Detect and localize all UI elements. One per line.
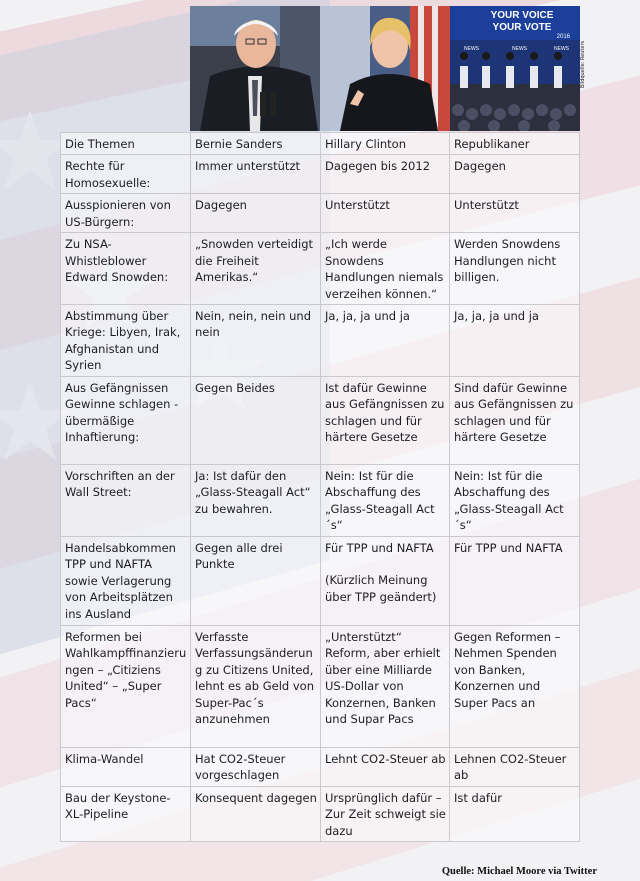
- cell-clinton: [321, 626, 450, 748]
- cell-text: Ja, ja, ja und ja: [325, 309, 410, 324]
- table-row: [61, 537, 580, 626]
- cell-text: Ausspionieren von US-Bürgern:: [65, 198, 171, 229]
- table-row: [61, 465, 580, 537]
- cell-text: Werden Snowdens Handlungen nicht billigen.: [454, 237, 561, 285]
- cell-text: Gegen alle drei Punkte: [195, 541, 283, 572]
- table-row: [61, 194, 580, 233]
- cell-topic: [61, 626, 191, 748]
- debate-banner-line1: YOUR VOICE: [490, 10, 554, 21]
- cell-republicans: [450, 465, 580, 537]
- svg-text:NEWS: NEWS: [464, 46, 479, 52]
- clinton-photo: [320, 6, 450, 131]
- cell-text: (Kürzlich Meinung über TPP geändert): [325, 573, 437, 604]
- cell-sanders: [191, 626, 321, 748]
- cell-sanders: [191, 233, 321, 305]
- cell-sanders: [191, 537, 321, 626]
- sanders-photo: [190, 6, 320, 131]
- table-row: [61, 748, 580, 787]
- cell-republicans: [450, 155, 580, 194]
- cell-text: Zu NSA-Whistleblower Edward Snowden:: [65, 237, 169, 285]
- cell-text: Für TPP und NAFTA: [325, 541, 434, 556]
- photo-credit: Bildquelle: Reuters: [580, 40, 586, 88]
- candidate-photos: [190, 6, 580, 131]
- cell-topic: [61, 537, 191, 626]
- cell-text: Dagegen: [195, 198, 247, 213]
- cell-topic: [61, 155, 191, 194]
- svg-text:NEWS: NEWS: [554, 46, 569, 52]
- cell-clinton: [321, 194, 450, 233]
- cell-text: Für TPP und NAFTA: [454, 541, 563, 556]
- debate-banner-line2: YOUR VOTE: [492, 22, 552, 33]
- cell-sanders: [191, 465, 321, 537]
- cell-text: Handelsabkommen TPP und NAFTA sowie Verlagerung von Arbeitsplätzen ins Ausland: [65, 541, 176, 621]
- svg-text:NEWS: NEWS: [512, 46, 527, 52]
- header-republicans: Republikaner: [450, 133, 580, 155]
- cell-text: Nein, nein, nein und nein: [195, 309, 312, 340]
- cell-text: Sind dafür Gewinne aus Gefängnissen zu schlagen und für härtere Gesetze: [454, 381, 574, 445]
- cell-clinton: [321, 748, 450, 787]
- cell-republicans: [450, 377, 580, 465]
- cell-topic: [61, 233, 191, 305]
- cell-topic: [61, 787, 191, 842]
- cell-text: „Ich werde Snowdens Handlungen niemals verzeihen können.“: [325, 237, 444, 301]
- cell-republicans: [450, 305, 580, 377]
- table-row: [61, 155, 580, 194]
- cell-clinton: [321, 465, 450, 537]
- cell-clinton: [321, 155, 450, 194]
- cell-republicans: [450, 748, 580, 787]
- cell-text: Unterstützt: [454, 198, 519, 213]
- table-row: [61, 233, 580, 305]
- cell-text: Vorschriften an der Wall Street:: [65, 469, 175, 500]
- source-note: Quelle: Michael Moore via Twitter: [441, 866, 597, 877]
- cell-text: Ja, ja, ja und ja: [454, 309, 539, 324]
- cell-text: Lehnt CO2-Steuer ab: [325, 752, 446, 767]
- table-row: [61, 377, 580, 465]
- cell-text: Immer unterstützt: [195, 159, 300, 174]
- cell-clinton: [321, 377, 450, 465]
- header-topic: Die Themen: [61, 133, 191, 155]
- cell-republicans: [450, 626, 580, 748]
- cell-text: Aus Gefängnissen Gewinne schlagen - übermäßige Inhaftierung:: [65, 381, 179, 445]
- header-clinton: Hillary Clinton: [321, 133, 450, 155]
- cell-text: Ist dafür: [454, 791, 502, 806]
- debate-banner-year: 2016: [556, 34, 570, 40]
- cell-text: „Snowden verteidigt die Freiheit Amerikas.“: [195, 237, 313, 285]
- cell-text: Ursprünglich dafür – Zur Zeit schweigt sie dazu: [325, 791, 446, 838]
- header-sanders: Bernie Sanders: [191, 133, 321, 155]
- cell-text: „Unterstützt“ Reform, aber erhielt über eine Milliarde US-Dollar von Konzernen, Banken und Supar Pacs: [325, 630, 441, 727]
- table-header-row: [61, 133, 580, 155]
- cell-topic: [61, 305, 191, 377]
- cell-text: Reformen bei Wahlkampffinanzierungen – „Citiziens United“ – „Super Pacs“: [65, 630, 187, 710]
- cell-clinton: [321, 305, 450, 377]
- cell-text: Nein: Ist für die Abschaffung des „Glass-Steagall Act´s“: [454, 469, 564, 533]
- cell-republicans: [450, 787, 580, 842]
- cell-clinton: [321, 233, 450, 305]
- table-row: [61, 626, 580, 748]
- cell-text: Verfasste Verfassungsänderung zu Citizens United, lehnt es ab Geld von Super-Pac´s anzunehmen: [195, 630, 315, 727]
- cell-text: Hat CO2-Steuer vorgeschlagen: [195, 752, 286, 783]
- cell-text: Dagegen bis 2012: [325, 159, 431, 174]
- cell-sanders: [191, 787, 321, 842]
- cell-topic: [61, 194, 191, 233]
- cell-text: Abstimmung über Kriege: Libyen, Irak, Afghanistan und Syrien: [65, 309, 181, 373]
- cell-text: Dagegen: [454, 159, 506, 174]
- cell-sanders: [191, 748, 321, 787]
- cell-text: Gegen Reformen – Nehmen Spenden von Banken, Konzernen und Super Pacs an: [454, 630, 561, 710]
- cell-text: Konsequent dagegen: [195, 791, 317, 806]
- cell-republicans: [450, 194, 580, 233]
- cell-text: Lehnen CO2-Steuer ab: [454, 752, 567, 783]
- cell-republicans: [450, 233, 580, 305]
- cell-clinton: [321, 537, 450, 626]
- cell-text: Unterstützt: [325, 198, 390, 213]
- cell-topic: [61, 748, 191, 787]
- cell-text: Rechte für Homosexuelle:: [65, 159, 151, 190]
- table-row: [61, 305, 580, 377]
- cell-topic: [61, 377, 191, 465]
- cell-text: Klima-Wandel: [65, 752, 144, 767]
- cell-sanders: [191, 155, 321, 194]
- cell-sanders: [191, 377, 321, 465]
- cell-text: Gegen Beides: [195, 381, 275, 396]
- cell-text: Ist dafür Gewinne aus Gefängnissen zu schlagen und für härtere Gesetze: [325, 381, 445, 445]
- table-row: [61, 787, 580, 842]
- cell-text: Bau der Keystone-XL-Pipeline: [65, 791, 171, 822]
- comparison-table: [60, 132, 580, 842]
- cell-republicans: [450, 537, 580, 626]
- cell-text: Ja: Ist dafür den „Glass-Steagall Act“ zu bewahren.: [195, 469, 311, 516]
- cell-clinton: [321, 787, 450, 842]
- debate-photo: [450, 6, 580, 131]
- cell-sanders: [191, 194, 321, 233]
- cell-text: Nein: Ist für die Abschaffung des „Glass-Steagall Act´s“: [325, 469, 435, 533]
- cell-sanders: [191, 305, 321, 377]
- cell-topic: [61, 465, 191, 537]
